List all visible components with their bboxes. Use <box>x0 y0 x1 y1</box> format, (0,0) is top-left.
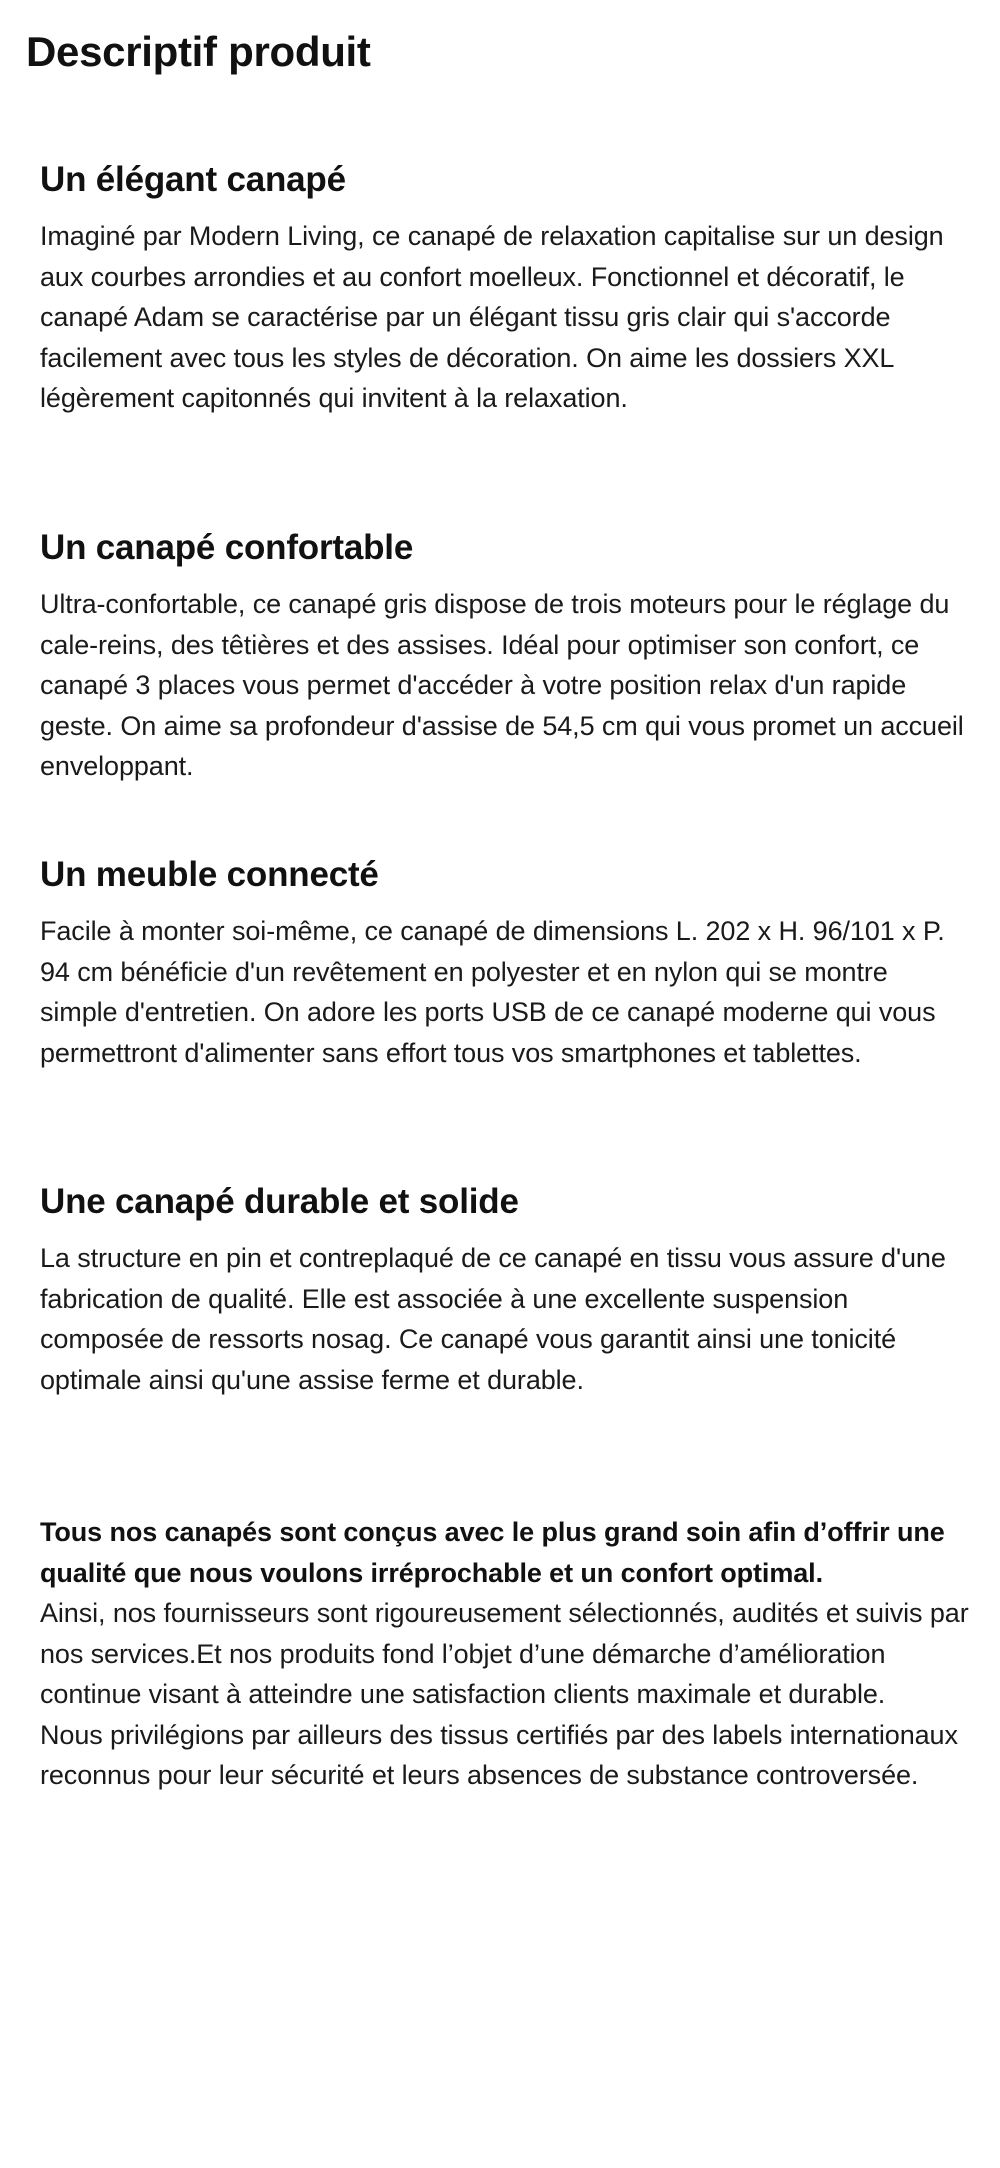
section-elegant-sofa <box>40 158 970 419</box>
section-heading: Une canapé durable et solide <box>40 1182 519 1221</box>
section-durable-sofa <box>40 1180 970 1400</box>
section-heading: Un élégant canapé <box>40 160 346 199</box>
page-title: Descriptif produit <box>26 28 371 75</box>
quality-commitment <box>40 1512 970 1796</box>
quality-lead: Tous nos canapés sont conçus avec le plus grand soin afin d’offrir une qualité que nous voulons irréprochable et un confort optimal. <box>40 1517 945 1588</box>
section-comfortable-sofa <box>40 526 970 787</box>
section-body: La structure en pin et contreplaqué de ce canapé en tissu vous assure d'une fabrication de qualité. Elle est associée à une excellente suspension composée de ressorts nosag. Ce canapé vous garantit ainsi une tonicité optimale ainsi qu'une assise ferme et durable. <box>40 1243 946 1395</box>
section-heading: Un meuble connecté <box>40 855 379 894</box>
section-heading: Un canapé confortable <box>40 528 414 567</box>
section-body: Imaginé par Modern Living, ce canapé de relaxation capitalise sur un design aux courbes arrondies et au confort moelleux. Fonctionnel et décoratif, le canapé Adam se caractérise par un élégant tissu gris clair qui s'accorde facilement avec tous les styles de décoration. On aime les dossiers XXL légèrement capitonnés qui invitent à la relaxation. <box>40 221 944 413</box>
quality-paragraph-suppliers: Ainsi, nos fournisseurs sont rigoureusement sélectionnés, audités et suivis par nos services.Et nos produits fond l’objet d’une démarche d’amélioration continue visant à atteindre une satisfaction clients maximale et durable. <box>40 1598 969 1709</box>
section-connected-furniture <box>40 853 970 1073</box>
quality-paragraph-fabrics: Nous privilégions par ailleurs des tissus certifiés par des labels internationaux reconnus pour leur sécurité et leurs absences de substance controversée. <box>40 1719 958 1790</box>
section-body: Facile à monter soi-même, ce canapé de dimensions L. 202 x H. 96/101 x P. 94 cm bénéficie d'un revêtement en polyester et en nylon qui se montre simple d'entretien. On adore les ports USB de ce canapé moderne qui vous permettront d'alimenter sans effort tous vos smartphones et tablettes. <box>40 916 945 1068</box>
section-body: Ultra-confortable, ce canapé gris dispose de trois moteurs pour le réglage du cale-reins, des têtières et des assises. Idéal pour optimiser son confort, ce canapé 3 places vous permet d'accéder à votre position relax d'un rapide geste. On aime sa profondeur d'assise de 54,5 cm qui vous promet un accueil enveloppant. <box>40 589 964 781</box>
